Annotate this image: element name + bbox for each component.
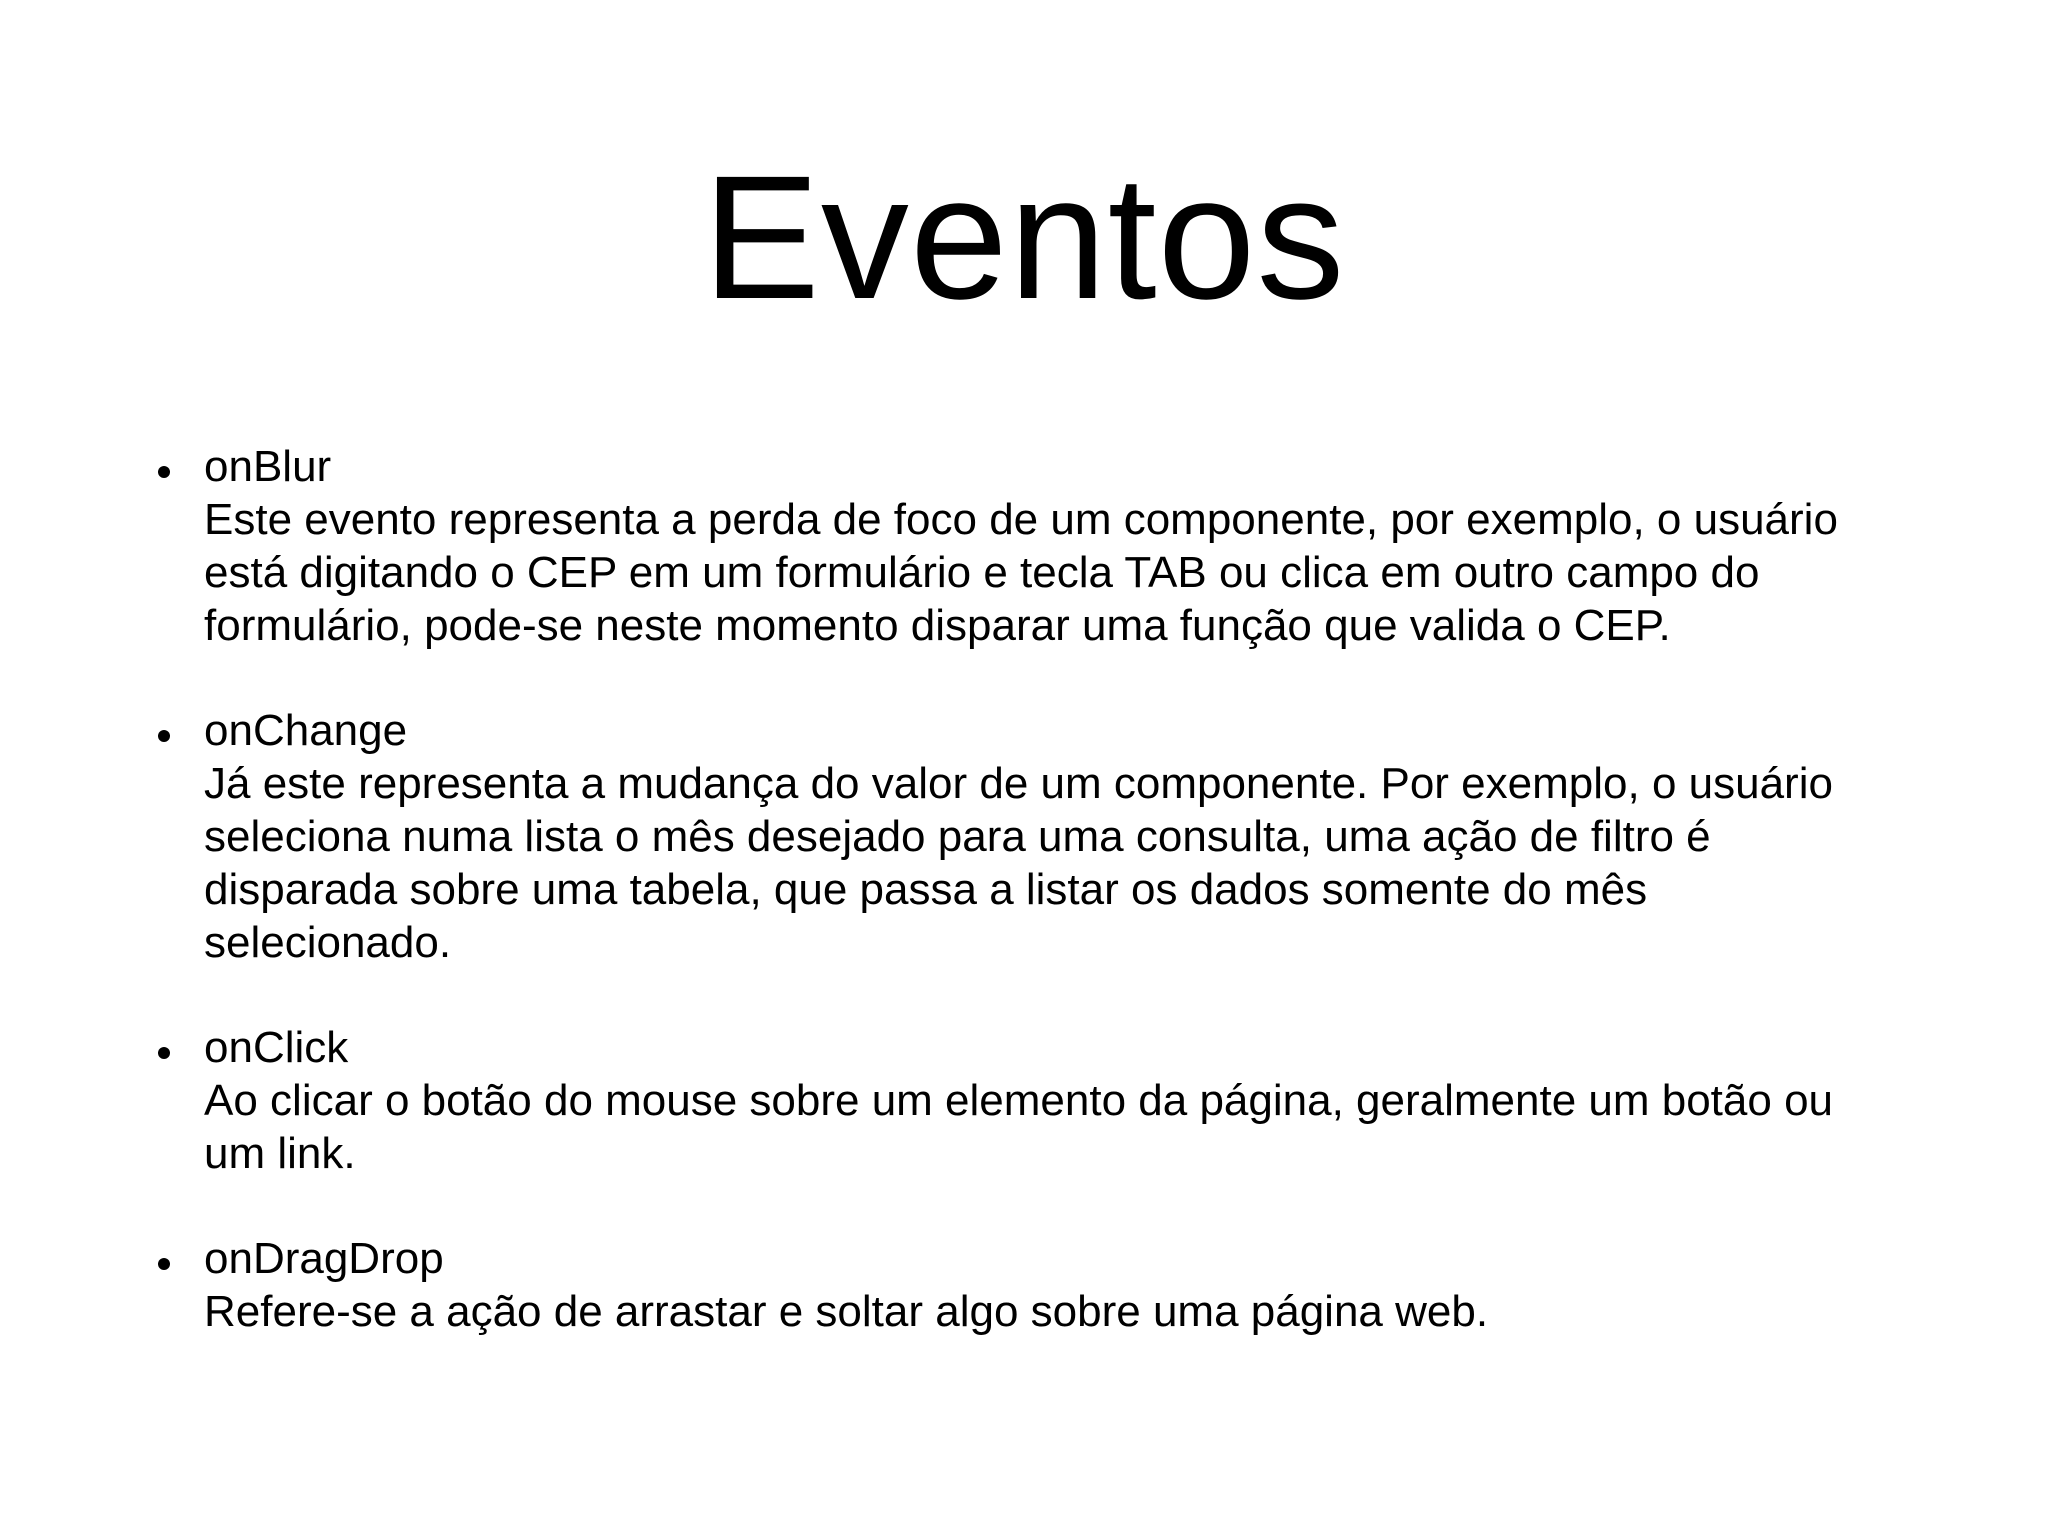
bullet-icon xyxy=(158,1047,170,1059)
bullet-list xyxy=(158,440,1898,1390)
bullet-item-onblur xyxy=(158,440,1898,652)
slide-title: Eventos xyxy=(702,140,1346,336)
bullet-term: onBlur xyxy=(204,442,332,491)
bullet-description: Ao clicar o botão do mouse sobre um elemento da página, geralmente um botão ou um link. xyxy=(204,1076,1834,1178)
bullet-term: onClick xyxy=(204,1023,349,1072)
bullet-icon xyxy=(158,1258,170,1270)
bullet-description: Este evento representa a perda de foco de um componente, por exemplo, o usuário está digitando o CEP em um formulário e tecla TAB ou clica em outro campo do formulário, pode-se neste momento disparar uma função que valida o CEP. xyxy=(204,495,1838,650)
bullet-item-onclick xyxy=(158,1021,1898,1180)
bullet-term: onDragDrop xyxy=(204,1234,444,1283)
bullet-item-ondragdrop xyxy=(158,1232,1898,1338)
bullet-description: Já este representa a mudança do valor de um componente. Por exemplo, o usuário seleciona numa lista o mês desejado para uma consulta, uma ação de filtro é disparada sobre uma tabela, que passa a listar os dados somente do mês selecionado. xyxy=(204,759,1833,967)
bullet-term: onChange xyxy=(204,706,408,755)
bullet-description: Refere-se a ação de arrastar e soltar algo sobre uma página web. xyxy=(204,1287,1489,1336)
bullet-icon xyxy=(158,730,170,742)
bullet-item-onchange xyxy=(158,704,1898,969)
bullet-icon xyxy=(158,466,170,478)
